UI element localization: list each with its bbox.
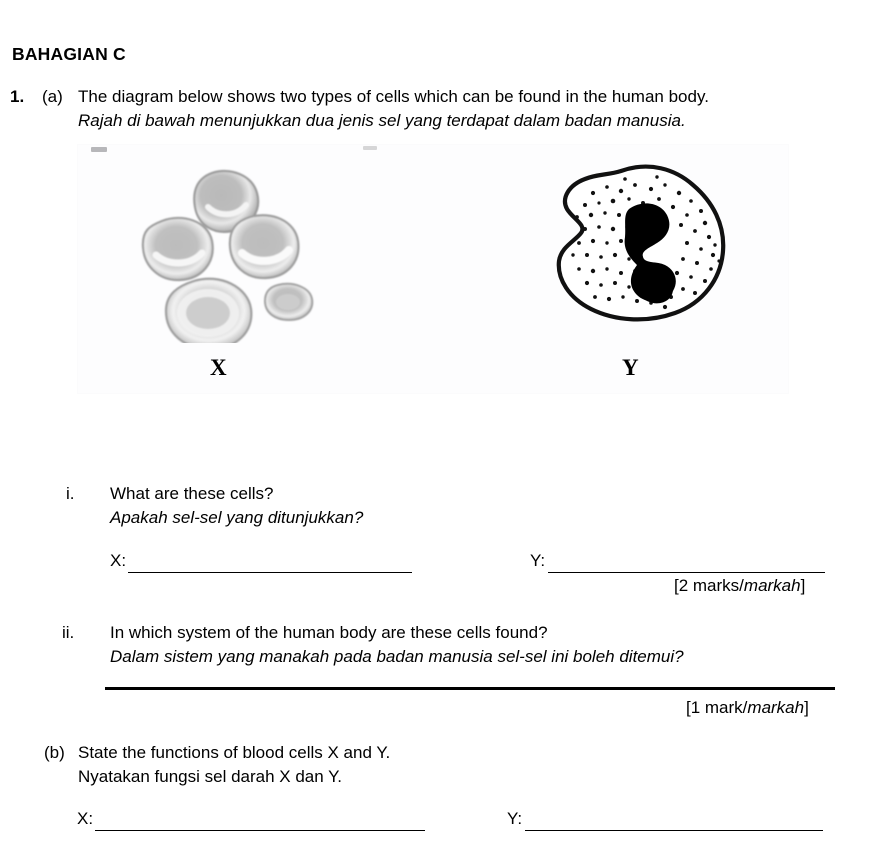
part-b-letter: (b): [44, 743, 65, 762]
item-i-text-english: What are these cells?: [110, 484, 274, 503]
item-ii-marks-italic: markah: [747, 698, 805, 717]
part-a-text-malay: Rajah di bawah menunjukkan dua jenis sel yang terdapat dalam badan manusia.: [78, 111, 686, 130]
item-i-marks-suffix: ]: [800, 576, 806, 595]
part-a-letter: (a): [42, 87, 63, 106]
figure-label-x: X: [210, 355, 227, 380]
part-b-answer-x-line[interactable]: [95, 830, 425, 831]
white-blood-cell-diagram: [533, 157, 753, 347]
part-b-answer-y-label: Y:: [507, 809, 523, 828]
item-ii-marker: ii.: [62, 623, 75, 642]
item-ii-text-malay: Dalam sistem yang manakah pada badan manusia sel-sel ini boleh ditemui?: [110, 647, 684, 666]
item-i-marks-prefix: [2 marks/: [674, 576, 744, 595]
item-ii-marks: [686, 698, 809, 718]
part-b-answer-x-label: X:: [77, 809, 94, 828]
item-ii-text-english: In which system of the human body are these cells found?: [110, 623, 548, 642]
part-b-text-english: State the functions of blood cells X and Y.: [78, 743, 391, 762]
item-ii-marks-prefix: [1 mark/: [686, 698, 748, 717]
item-i-marks: [674, 576, 805, 596]
item-i-answer-x-line[interactable]: [128, 572, 412, 573]
section-heading: BAHAGIAN C: [12, 44, 126, 64]
red-blood-cells-diagram: [138, 163, 398, 343]
item-i-marks-italic: markah: [743, 576, 801, 595]
part-b-text-malay: Nyatakan fungsi sel darah X dan Y.: [78, 767, 342, 786]
question-number: 1.: [10, 87, 25, 106]
item-ii-answer-line[interactable]: [105, 687, 835, 690]
part-b-answer-y-line[interactable]: [525, 830, 823, 831]
item-i-marker: i.: [66, 484, 75, 503]
item-i-answer-y-label: Y:: [530, 551, 546, 570]
scan-artifact-icon: [91, 147, 107, 152]
item-i-answer-y-line[interactable]: [548, 572, 825, 573]
item-ii-marks-suffix: ]: [804, 698, 809, 717]
figure-label-y: Y: [622, 355, 639, 380]
part-a-text-english: The diagram below shows two types of cells which can be found in the human body.: [78, 87, 709, 106]
figure-block: [78, 145, 788, 393]
item-i-answer-x-label: X:: [110, 551, 127, 570]
scan-artifact-secondary-icon: [363, 146, 377, 150]
item-i-text-malay: Apakah sel-sel yang ditunjukkan?: [110, 508, 364, 527]
